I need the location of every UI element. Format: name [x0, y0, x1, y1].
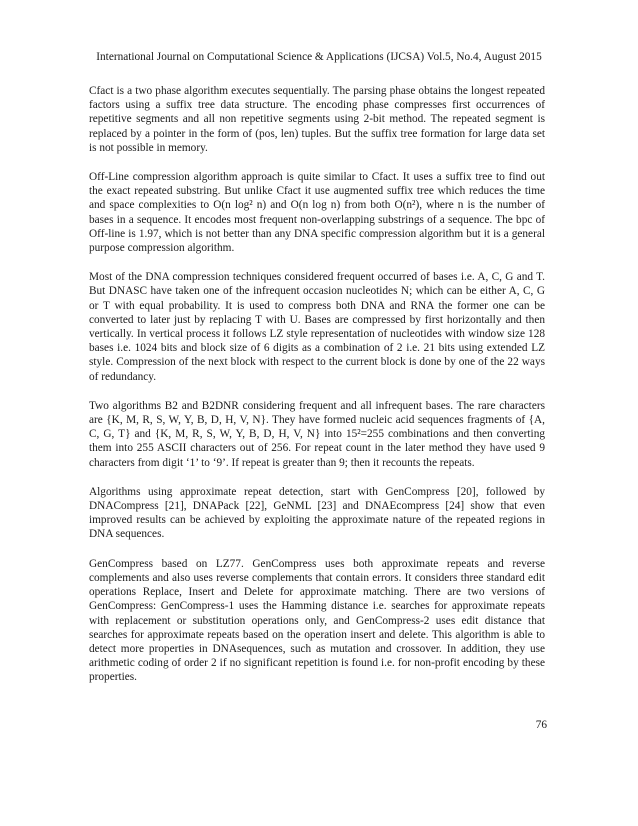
paragraph-offline: Off-Line compression algorithm approach is quite similar to Cfact. It uses a suffix tree to find out the exact repeated substring. But unlike Cfact it use augmented suffix tree which reduces the time and space complexities to O(n log² n) and O(n log n) from both O(n²), where n is the number of bases in a sequence. It encodes most frequent non-overlapping substrings of a sequence. The bpc of Off-line is 1.97, which is not better than any DNA specific compression algorithm but it is a general purpose compression algorithm.: [89, 171, 545, 255]
paragraph-approximate-repeat: Algorithms using approximate repeat detection, start with GenCompress [20], followed by DNACompress [21], DNAPack [22], GeNML [23] and DNAEcompress [24] show that even improved results can be achieved by exploiting the approximate nature of the repeated regions in DNA sequences.: [89, 485, 545, 541]
body-text: [89, 84, 545, 700]
paragraph-b2: Two algorithms B2 and B2DNR considering frequent and all infrequent bases. The rare characters are {K, M, R, S, W, Y, B, D, H, V, N}. They have formed nucleic acid sequences fragments of {A, C, G, T} and {K, M, R, S, W, Y, B, D, H, V, N} into 15²=255 combinations and then converting them into 255 ASCII characters out of 256. For repeat count in the later method they have used 9 characters from digit ‘1’ to ‘9’. If repeat is greater than 9; then it recounts the repeats.: [89, 399, 545, 469]
journal-header: International Journal on Computational Science & Applications (IJCSA) Vol.5, No.4, August 2015: [96, 51, 542, 63]
page-number: 76: [535, 719, 547, 731]
paragraph-cfact: Cfact is a two phase algorithm executes sequentially. The parsing phase obtains the longest repeated factors using a suffix tree data structure. The encoding phase compresses first occurrences of repetitive segments and all non repetitive segments using 2-bit method. The repeated segment is replaced by a pointer in the form of (pos, len) tuples. But the suffix tree formation for large data set is not possible in memory.: [89, 85, 545, 154]
paragraph-dnasc: Most of the DNA compression techniques considered frequent occurred of bases i.e. A, C, G and T. But DNASC have taken one of the infrequent occasion nucleotides N; which can be either A, C, G or T with equal probability. It is used to compress both DNA and RNA the former one can be converted to later just by replacing T with U. Bases are compressed by first horizontally and then vertically. In vertical process it follows LZ style representation of nucleotides with window size 128 bases i.e. 1024 bits and block size of 6 digits as a combination of 2 i.e. 21 bits using extended LZ style. Compression of the next block with respect to the current block is done by one of the 22 ways of redundancy.: [89, 271, 545, 383]
paragraph-gencompress: GenCompress based on LZ77. GenCompress uses both approximate repeats and reverse complements and also uses reverse complements that contain errors. It considers three standard edit operations Replace, Insert and Delete for approximate matching. There are two versions of GenCompress: GenCompress-1 uses the Hamming distance i.e. searches for approximate repeats with replacement or substitution operations only, and GenCompress-2 uses edit distance that searches for approximate repeats based on the operation insert and delete. This algorithm is able to detect more properties in DNAsequences, such as mutation and crossover. In addition, they use arithmetic coding of order 2 if no significant repetition is found i.e. for non-profit encoding by these properties.: [89, 557, 545, 684]
